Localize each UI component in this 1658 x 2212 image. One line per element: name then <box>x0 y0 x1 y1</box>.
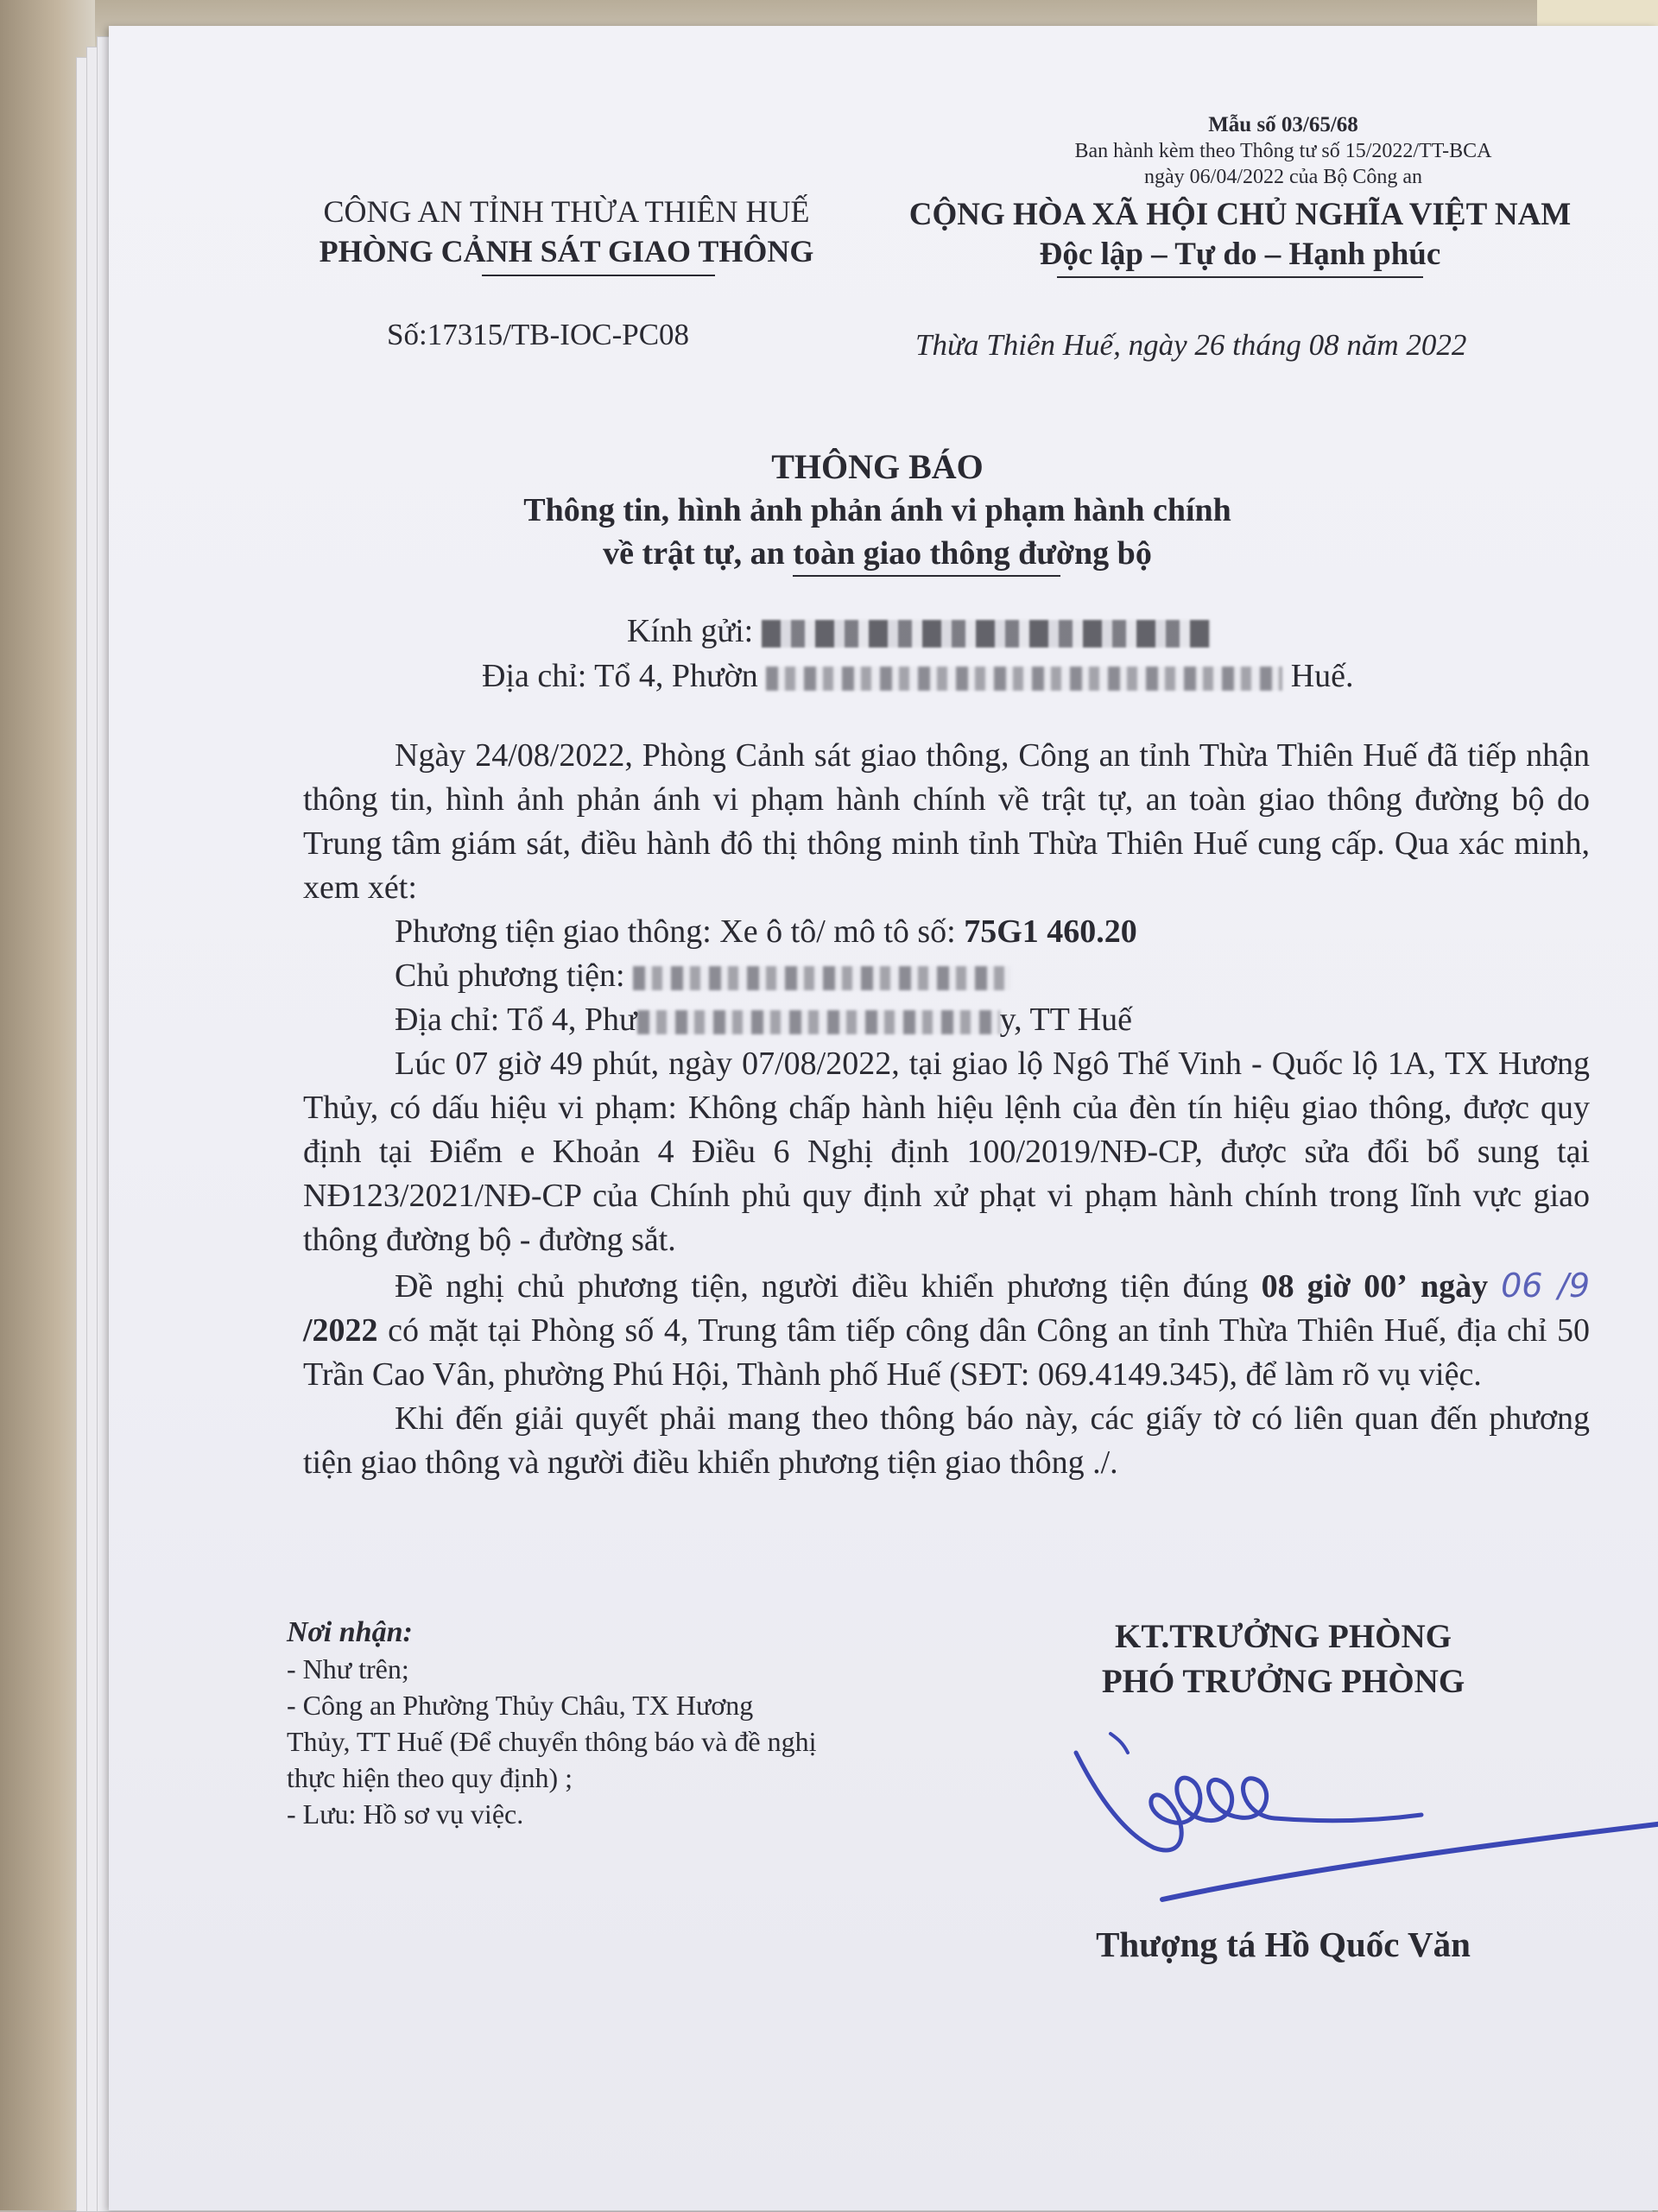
nation-name: CỘNG HÒA XÃ HỘI CHỦ NGHĨA VIỆT NAM <box>908 197 1572 232</box>
request-day-label: ngày <box>1420 1268 1502 1305</box>
handwritten-separator: / <box>1542 1267 1569 1305</box>
paragraph-closing: Khi đến giải quyết phải mang theo thông báo này, các giấy tờ có liên quan đến phương tiện giao thông và người điều khiển phương tiện giao thông ./. <box>303 1400 1590 1481</box>
recipient-address <box>482 654 1354 698</box>
title-sub2: về trật tự, an toàn giao thông đường bộ <box>603 535 1152 572</box>
agency-header <box>282 192 851 271</box>
recipients-label: Nơi nhận: <box>287 1616 413 1648</box>
document-number: Số:17315/TB-IOC-PC08 <box>387 318 690 351</box>
form-issued-line1: Ban hành kèm theo Thông tư số 15/2022/TT-BCA <box>1074 140 1492 162</box>
recipient-address-label: Địa chỉ: Tổ 4, Phườn <box>482 658 758 694</box>
recipient-address-end: Huế. <box>1282 658 1354 694</box>
signer-role-2: PHÓ TRƯỞNG PHÒNG <box>1101 1663 1465 1700</box>
recipient-item: - Lưu: Hồ sơ vụ việc. <box>287 1798 524 1830</box>
place-date: Thừa Thiên Huế, ngày 26 tháng 08 năm 2022 <box>915 328 1467 362</box>
redacted-owner <box>633 966 1011 990</box>
handwritten-signature <box>1059 1718 1658 1917</box>
recipient-line <box>627 610 1211 654</box>
license-plate: 75G1 460.20 <box>964 913 1137 950</box>
signature-block <box>1024 1615 1542 1704</box>
agency-parent: CÔNG AN TỈNH THỪA THIÊN HUẾ <box>323 194 810 229</box>
owner-address-line <box>303 998 1590 1042</box>
recipient-item: thực hiện theo quy định) ; <box>287 1762 573 1793</box>
redacted-name <box>762 620 1211 648</box>
form-reference <box>1024 112 1542 190</box>
owner-address-end: y, TT Huế <box>999 1002 1133 1038</box>
paragraph-violation: Lúc 07 giờ 49 phút, ngày 07/08/2022, tại giao lộ Ngô Thế Vinh - Quốc lộ 1A, TX Hương Thủy, có dấu hiệu vi phạm: Không chấp hành hiệu lệnh của đèn tín hiệu giao thông, được quy định tại Điểm e Khoản 4 Điều 6 Nghị định 100/2019/NĐ-CP, được sửa đổi bổ sung tại NĐ123/2021/NĐ-CP của Chính phủ quy định xử phạt vi phạm hành chính trong lĩnh vực giao thông đường bộ - đường sắt. <box>303 1046 1590 1258</box>
owner-address-start: Địa chỉ: Tổ 4, Phư <box>395 1002 637 1038</box>
vehicle-line <box>303 910 1590 954</box>
request-start: Đề nghị chủ phương tiện, người điều khiển phương tiện đúng <box>395 1268 1262 1305</box>
signer-role-1: KT.TRƯỞNG PHÒNG <box>1115 1618 1452 1655</box>
owner-label: Chủ phương tiện: <box>395 957 634 994</box>
form-number: Mẫu số 03/65/68 <box>1208 113 1358 136</box>
document-page <box>109 26 1658 2210</box>
owner-line <box>303 954 1590 998</box>
nation-motto: Độc lập – Tự do – Hạnh phúc <box>1039 237 1441 272</box>
request-rest: có mặt tại Phòng số 4, Trung tâm tiếp công dân Công an tỉnh Thừa Thiên Huế, địa chỉ 50 Trần Cao Vân, phường Phú Hội, Thành phố Huế (SĐT: 069.4149.345), để làm rõ vụ việc. <box>303 1312 1590 1393</box>
paragraph-intro: Ngày 24/08/2022, Phòng Cảnh sát giao thông, Công an tỉnh Thừa Thiên Huế đã tiếp nhận thông tin, hình ảnh phản ánh vi phạm hành chính về trật tự, an toàn giao thông đường bộ do Trung tâm giám sát, điều hành đô thị thông minh tỉnh Thừa Thiên Huế cung cấp. Qua xác minh, xem xét: <box>303 737 1590 906</box>
title-underline <box>793 575 1060 577</box>
handwritten-day: 06 <box>1501 1267 1543 1305</box>
form-issued-line2: ngày 06/04/2022 của Bộ Công an <box>1144 166 1422 188</box>
title-main: THÔNG BÁO <box>771 447 984 486</box>
agency-underline <box>482 275 715 276</box>
recipient-item: - Như trên; <box>287 1653 409 1684</box>
recipients-block <box>287 1615 816 1832</box>
vehicle-label: Phương tiện giao thông: Xe ô tô/ mô tô số: <box>395 913 965 950</box>
recipient-item: Thủy, TT Huế (Để chuyển thông báo và đề nghị <box>287 1726 817 1757</box>
title-sub1: Thông tin, hình ảnh phản ánh vi phạm hành chính <box>523 492 1231 528</box>
recipient-label: Kính gửi: <box>627 613 762 649</box>
signer-name: Thượng tá Hồ Quốc Văn <box>1096 1924 1471 1964</box>
body-block <box>303 734 1590 1485</box>
agency-unit: PHÒNG CẢNH SÁT GIAO THÔNG <box>319 234 814 269</box>
handwritten-month: 9 <box>1568 1267 1591 1305</box>
redacted-address <box>766 667 1282 691</box>
request-year: /2022 <box>303 1312 378 1349</box>
motto-underline <box>1057 276 1423 278</box>
document-title <box>385 446 1370 575</box>
recipient-item: - Công an Phường Thủy Châu, TX Hương <box>287 1690 754 1721</box>
redacted-owner-address <box>637 1010 1000 1034</box>
nation-header <box>860 195 1620 275</box>
paragraph-request <box>303 1264 1590 1397</box>
request-time: 08 giờ 00’ <box>1261 1268 1408 1305</box>
